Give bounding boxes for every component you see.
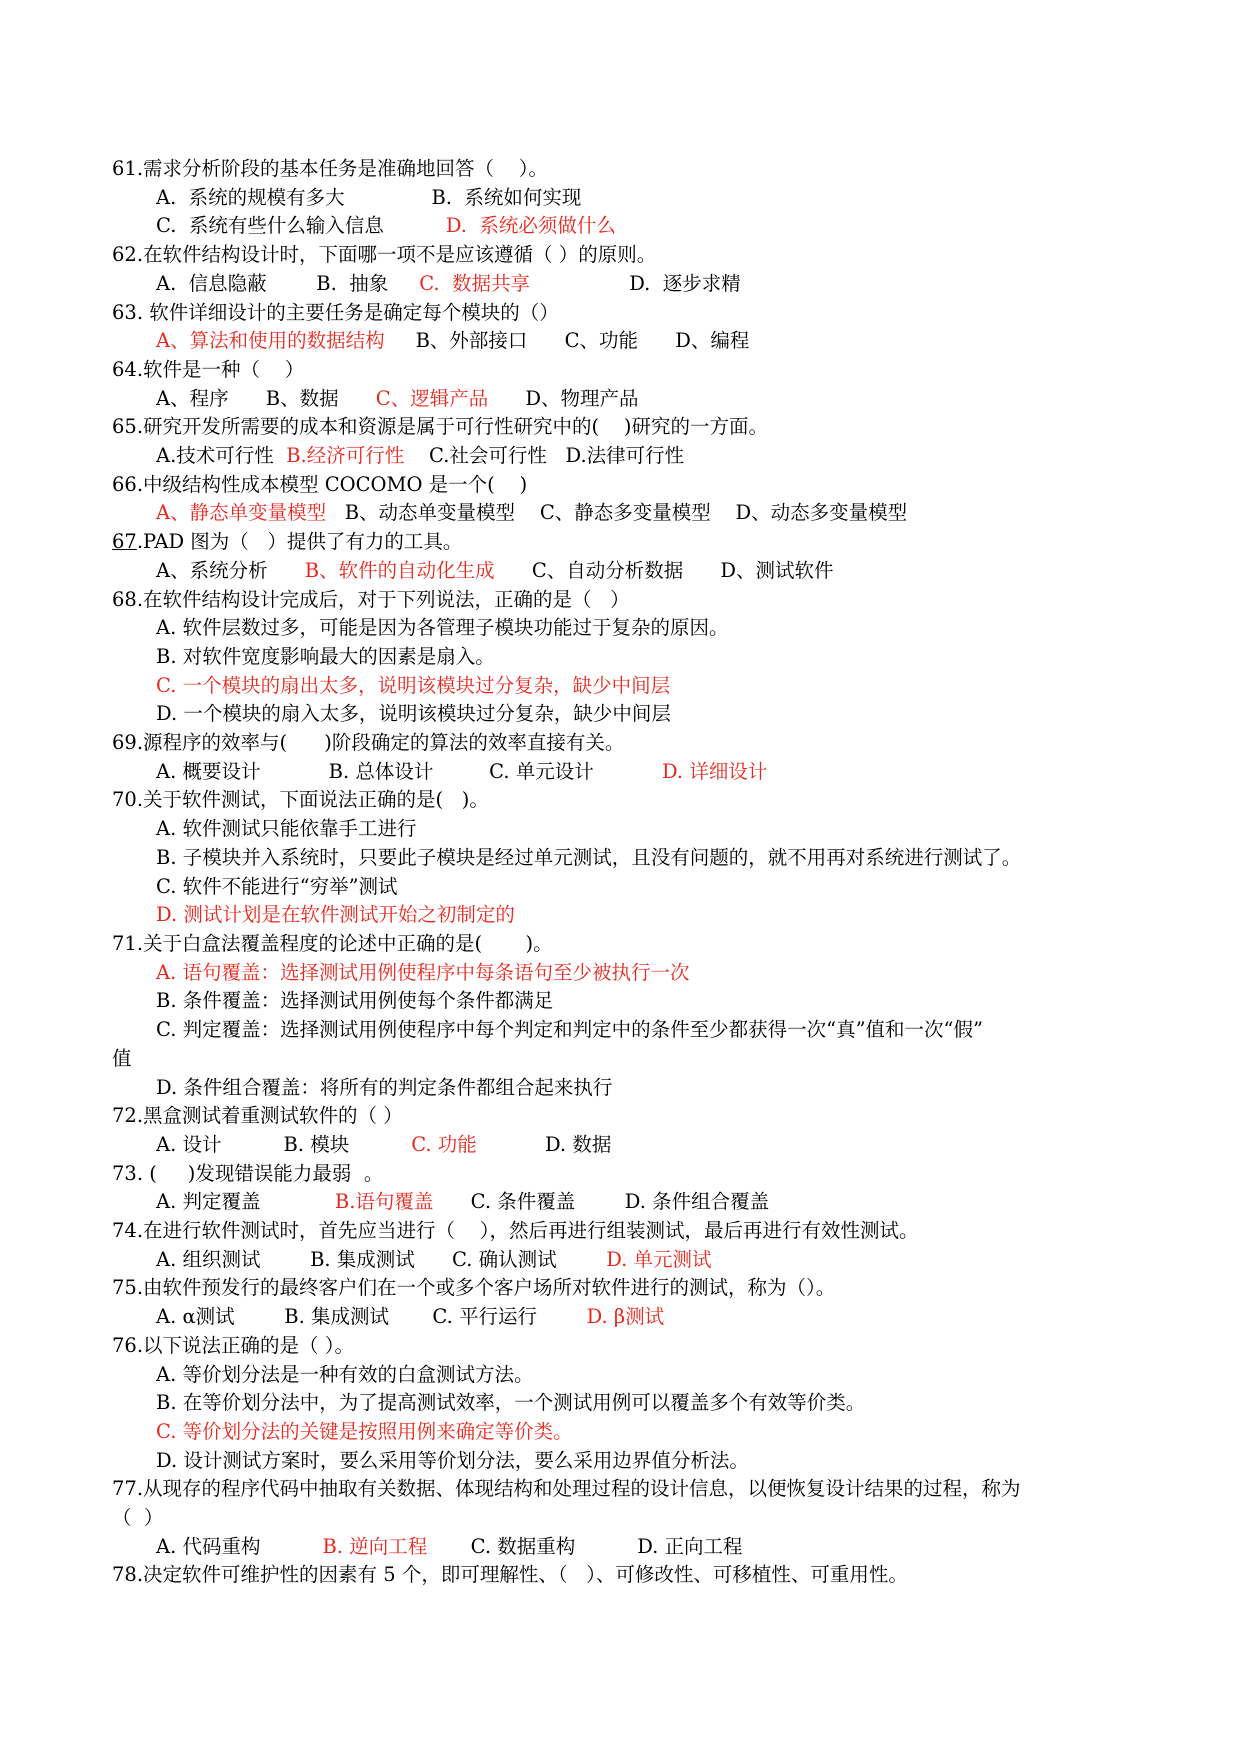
answer-options-line: [112, 614, 1142, 643]
text-segment: B. 子模块并入系统时，只要此子模块是经过单元测试，且没有问题的，就不用再对系统进行测试了。: [156, 845, 1022, 869]
text-segment: 61.需求分析阶段的基本任务是准确地回答（ ）。: [112, 157, 549, 180]
correct-answer-text: C. 功能: [411, 1132, 477, 1156]
answer-options-line: [112, 1246, 1142, 1275]
text-segment: 78.决定软件可维护性的因素有 5 个，即可理解性、（ ）、可修改性、可移植性、可重用性。: [112, 1563, 908, 1587]
answer-options-line: [112, 1389, 1142, 1418]
text-segment: 71.关于白盒法覆盖程度的论述中正确的是( )。: [112, 931, 553, 955]
question-line: [112, 729, 1142, 758]
question-line: [112, 413, 1142, 442]
text-segment: 69.源程序的效率与( )阶段确定的算法的效率直接有关。: [112, 731, 625, 755]
question-line: [112, 155, 1142, 184]
answer-options-line: [112, 959, 1142, 988]
text-segment: A. 判定覆盖: [156, 1190, 335, 1214]
correct-answer-text: B.经济可行性: [286, 444, 405, 468]
text-segment: C. 系统有些什么输入信息: [156, 214, 446, 238]
correct-answer-text: A. 语句覆盖：选择测试用例使程序中每条语句至少被执行一次: [156, 960, 690, 984]
answer-options-line: [112, 700, 1142, 729]
text-segment: B. 条件覆盖：选择测试用例使每个条件都满足: [156, 989, 554, 1013]
answer-options-line: [112, 442, 1142, 471]
correct-answer-text: C. 一个模块的扇出太多，说明该模块过分复杂，缺少中间层: [156, 673, 671, 697]
question-line: [112, 1475, 1142, 1504]
question-line: [112, 1274, 1142, 1303]
question-line: [112, 1217, 1142, 1246]
correct-answer-text: C. 等价划分法的关键是按照用例来确定等价类。: [156, 1419, 573, 1443]
text-segment: 73. ( )发现错误能力最弱 。: [112, 1161, 384, 1185]
answer-options-line: [112, 1447, 1142, 1476]
answer-options-line: [112, 1418, 1142, 1447]
text-segment: 65.研究开发所需要的成本和资源是属于可行性研究中的( )研究的一方面。: [112, 415, 769, 439]
question-line: [112, 1045, 1142, 1074]
question-line: [112, 471, 1142, 500]
answer-options-line: [112, 1188, 1142, 1217]
text-segment: A. α测试 B. 集成测试 C. 平行运行: [156, 1305, 587, 1329]
text-segment: 74.在进行软件测试时，首先应当进行（ ），然后再进行组装测试，最后再进行有效性测试。: [112, 1219, 919, 1243]
answer-options-line: [112, 672, 1142, 701]
answer-options-line: [112, 987, 1142, 1016]
text-segment: B. 在等价划分法中，为了提高测试效率，一个测试用例可以覆盖多个有效等价类。: [156, 1391, 866, 1415]
question-line: [112, 241, 1142, 270]
answer-options-line: [112, 1074, 1142, 1103]
correct-answer-text: D. 详细设计: [661, 759, 768, 783]
answer-options-line: [112, 327, 1142, 356]
text-segment: C.社会可行性 D.法律可行性: [404, 444, 685, 468]
correct-answer-text: A、静态单变量模型: [156, 501, 327, 525]
question-line: [112, 356, 1142, 385]
question-line: [112, 1160, 1142, 1189]
answer-options-line: [112, 1303, 1142, 1332]
text-segment: A. 软件层数过多，可能是因为各管理子模块功能过于复杂的原因。: [156, 616, 729, 640]
question-line: [112, 1504, 1142, 1533]
text-segment: C. 判定覆盖：选择测试用例使程序中每个判定和判定中的条件至少都获得一次“真”值和一次“假”: [156, 1018, 983, 1042]
correct-answer-text: C. 数据共享: [419, 271, 531, 295]
text-segment: B、动态单变量模型 C、静态多变量模型 D、动态多变量模型: [326, 501, 908, 525]
text-segment: D. 设计测试方案时，要么采用等价划分法，要么采用边界值分析法。: [156, 1448, 749, 1472]
text-segment: 62.在软件结构设计时，下面哪一项不是应该遵循（ ）的原则。: [112, 243, 657, 267]
text-segment: 76.以下说法正确的是（ ）。: [112, 1333, 354, 1357]
text-segment: A. 等价划分法是一种有效的白盒测试方法。: [156, 1362, 534, 1386]
answer-options-line: [112, 385, 1142, 414]
text-segment: 值: [112, 1046, 132, 1070]
answer-options-line: [112, 499, 1142, 528]
answer-options-line: [112, 184, 1142, 213]
text-segment: A. 软件测试只能依靠手工进行: [156, 817, 417, 841]
text-segment: A、程序 B、数据: [156, 386, 376, 410]
text-segment: 72.黑盒测试着重测试软件的（ ）: [112, 1104, 403, 1128]
question-line: [112, 1102, 1142, 1131]
correct-answer-text: D. 系统必须做什么: [445, 214, 616, 238]
text-segment: C、自动分析数据 D、测试软件: [494, 558, 834, 582]
text-segment: 70.关于软件测试，下面说法正确的是( )。: [112, 788, 489, 812]
text-segment: 64.软件是一种（ ）: [112, 357, 305, 381]
text-segment: D. 一个模块的扇入太多，说明该模块过分复杂，缺少中间层: [156, 702, 671, 726]
text-segment: D. 条件组合覆盖：将所有的判定条件都组合起来执行: [156, 1075, 613, 1099]
question-line: [112, 786, 1142, 815]
correct-answer-text: B. 逆向工程: [322, 1534, 428, 1558]
question-line: [112, 586, 1142, 615]
text-segment: C. 条件覆盖 D. 条件组合覆盖: [433, 1190, 770, 1214]
text-segment: B. 对软件宽度影响最大的因素是扇入。: [156, 644, 495, 668]
correct-answer-text: C、逻辑产品: [375, 386, 489, 410]
text-segment: 77.从现存的程序代码中抽取有关数据、体现结构和处理过程的设计信息，以便恢复设计结果的过程，称为: [112, 1477, 1021, 1501]
text-segment: 63. 软件详细设计的主要任务是确定每个模块的（）: [112, 300, 559, 324]
answer-options-line: [112, 643, 1142, 672]
question-line: [112, 1332, 1142, 1361]
correct-answer-text: B、软件的自动化生成: [304, 558, 495, 582]
answer-options-line: [112, 758, 1142, 787]
question-line: [112, 930, 1142, 959]
correct-answer-text: B.语句覆盖: [334, 1190, 434, 1214]
question-line: [112, 299, 1142, 328]
text-segment: .PAD 图为（ ）提供了有力的工具。: [136, 530, 463, 554]
question-line: [112, 528, 1142, 557]
correct-answer-text: A、算法和使用的数据结构: [156, 329, 385, 353]
question-line: [112, 1561, 1142, 1590]
answer-options-line: [112, 557, 1142, 586]
text-segment: A. 概要设计 B. 总体设计 C. 单元设计: [156, 759, 662, 783]
answer-options-line: [112, 270, 1142, 299]
text-segment: B、外部接口 C、功能 D、编程: [384, 329, 750, 353]
answer-options-line: [112, 1533, 1142, 1562]
text-segment: 67: [112, 530, 137, 554]
text-segment: A. 代码重构: [156, 1534, 323, 1558]
text-segment: 66.中级结构性成本模型 COCOMO 是一个( ): [112, 472, 528, 496]
answer-options-line: [112, 1131, 1142, 1160]
text-segment: 68.在软件结构设计完成后，对于下列说法，正确的是（ ）: [112, 587, 630, 611]
answer-options-line: [112, 844, 1142, 873]
correct-answer-text: D. β测试: [586, 1305, 665, 1329]
answer-options-line: [112, 815, 1142, 844]
text-segment: A. 系统的规模有多大 B. 系统如何实现: [156, 185, 582, 209]
exam-document: [112, 155, 1142, 1590]
text-segment: D. 逐步求精: [530, 271, 741, 295]
text-segment: A. 组织测试 B. 集成测试 C. 确认测试: [156, 1247, 607, 1271]
text-segment: C. 软件不能进行“穷举”测试: [156, 874, 398, 898]
correct-answer-text: D. 单元测试: [606, 1247, 712, 1271]
text-segment: （ ）: [112, 1506, 164, 1530]
text-segment: D. 数据: [476, 1132, 612, 1156]
answer-options-line: [112, 873, 1142, 902]
text-segment: 75.由软件预发行的最终客户们在一个或多个客户场所对软件进行的测试，称为（）。: [112, 1276, 836, 1300]
text-segment: A.技术可行性: [156, 444, 287, 468]
text-segment: A、系统分析: [156, 558, 305, 582]
answer-options-line: [112, 1016, 1142, 1045]
answer-options-line: [112, 212, 1142, 241]
answer-options-line: [112, 1361, 1142, 1390]
text-segment: C. 数据重构 D. 正向工程: [427, 1534, 743, 1558]
correct-answer-text: D. 测试计划是在软件测试开始之初制定的: [156, 903, 515, 927]
answer-options-line: [112, 901, 1142, 930]
text-segment: D、物理产品: [488, 386, 639, 410]
text-segment: A. 设计 B. 模块: [156, 1132, 412, 1156]
text-segment: A. 信息隐蔽 B. 抽象: [156, 271, 420, 295]
